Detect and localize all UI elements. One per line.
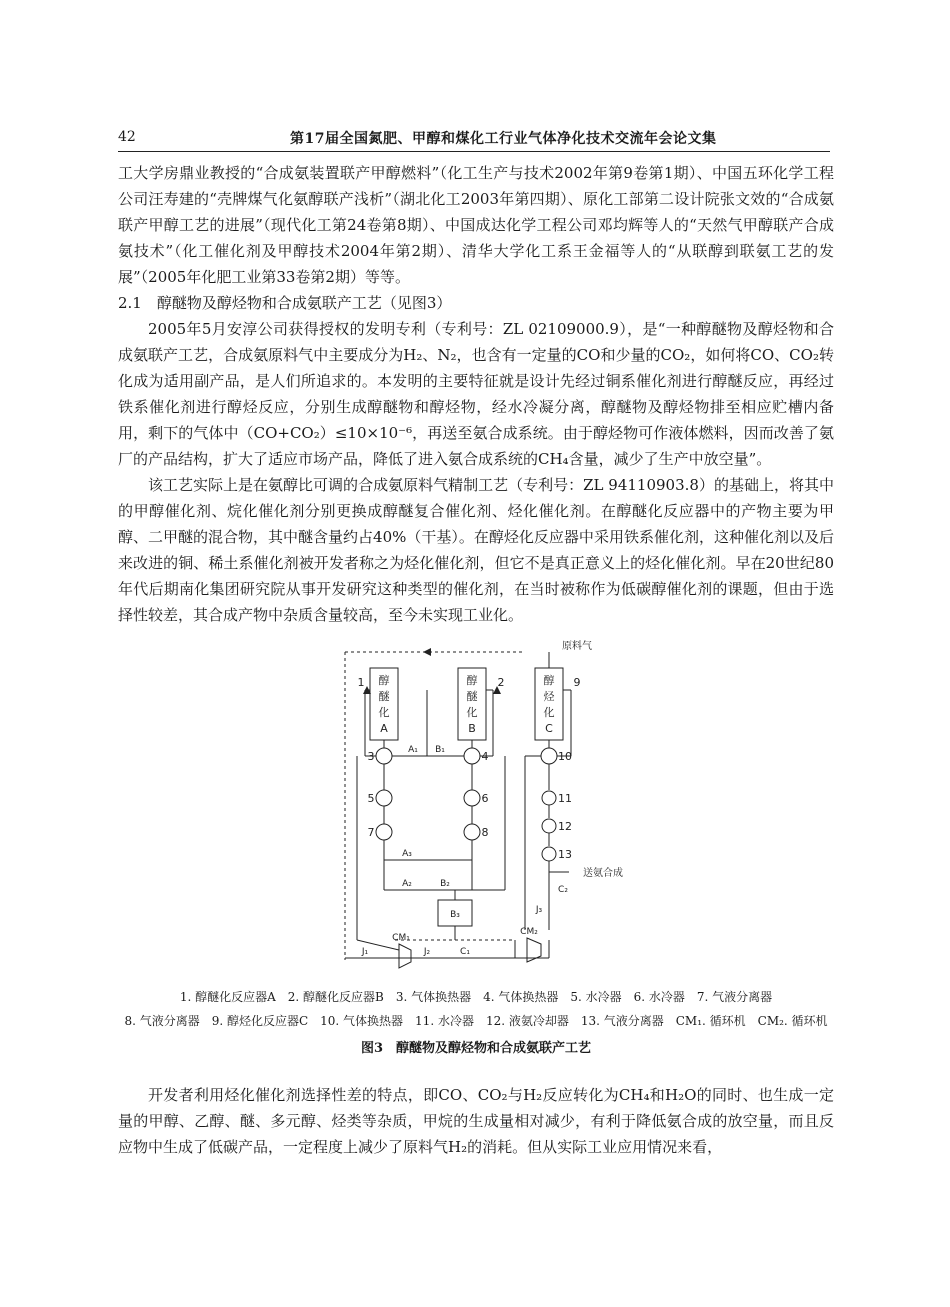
reactor-b-label-2: 醚 [466, 690, 478, 703]
valve-b1: B₁ [435, 745, 445, 755]
heat-exchanger-4 [464, 748, 480, 764]
valve-j3: J₃ [535, 905, 543, 915]
running-title: 第17届全国氮肥、甲醇和煤化工行业气体净化技术交流年会论文集 [290, 131, 717, 147]
label-cm1: CM₁ [392, 933, 410, 943]
figure-legend [118, 985, 834, 1033]
reactor-c-label-2: 烃 [543, 690, 555, 703]
reactor-a-label-2: 醚 [378, 690, 390, 703]
paragraph-3: 开发者利用烃化催化剂选择性差的特点，即CO、CO₂与H₂反应转化为CH₄和H₂O的同时、也生成一定量的甲醇、乙醇、醚、多元醇、烃类等杂质，甲烷的生成量相对减少，有利于降低氨合成的放空量，而且反应物中生成了低碳产品，一定程度上减少了原料气H₂的消耗。但从实际工业应用情况来看， [118, 1086, 834, 1156]
heat-exchanger-3 [376, 748, 392, 764]
label-2: 2 [497, 676, 505, 689]
label-6: 6 [481, 792, 489, 805]
circulator-cm1 [399, 944, 411, 968]
arrow-icon [423, 648, 431, 656]
water-cooler-11 [542, 791, 556, 805]
valve-j2: J₂ [423, 947, 431, 957]
reactor-b-label-3: 化 [466, 706, 478, 719]
label-cm2: CM₂ [520, 927, 538, 937]
label-1: 1 [357, 676, 365, 689]
reactor-b-label: 醇 [466, 674, 478, 687]
label-10: 10 [558, 750, 572, 763]
header-rule [118, 151, 830, 152]
label-13: 13 [558, 848, 572, 861]
page-number: 42 [118, 129, 136, 145]
water-cooler-5 [376, 790, 392, 806]
water-cooler-6 [464, 790, 480, 806]
separator-8 [464, 824, 480, 840]
reactor-c-label-3: 化 [543, 706, 555, 719]
reactor-c-label-4: C [545, 722, 553, 735]
reactor-a-label: 醇 [378, 674, 390, 687]
reactor-c-label: 醇 [543, 674, 555, 687]
legend-line-1: 1. 醇醚化反应器A 2. 醇醚化反应器B 3. 气体换热器 4. 气体换热器 5. 水冷器 6. 水冷器 7. 气液分离器 [179, 990, 773, 1004]
separator-7 [376, 824, 392, 840]
section-heading: 2.1 醇醚物及醇烃物和合成氨联产工艺（见图3） [118, 294, 452, 312]
reactor-b-label-4: B [468, 722, 476, 735]
label-11: 11 [558, 792, 572, 805]
label-4: 4 [481, 750, 489, 763]
intro-paragraph: 工大学房鼎业教授的“合成氨装置联产甲醇燃料”（化工生产与技术2002年第9卷第1期）、中国五环化学工程公司汪寿建的“壳牌煤气化氨醇联产浅析”（湖北化工2003年第四期）、原化工部第二设计院张文效的“合成氨联产甲醇工艺的进展”（现代化工第24卷第8期）、中国成达化学工程公司邓均辉等人的“天然气甲醇联产合成氨技术”（化工催化剂及甲醇技术2004年第2期）、清华大学化工系王金福等人的“从联醇到联氨工艺的发展”（2005年化肥工业第33卷第2期）等等。 [118, 164, 834, 286]
label-3: 3 [367, 750, 375, 763]
valve-a2: A₂ [402, 879, 412, 889]
heat-exchanger-10 [541, 748, 557, 764]
valve-b3: B₃ [450, 910, 460, 920]
legend-line-2: 8. 气液分离器 9. 醇烃化反应器C 10. 气体换热器 11. 水冷器 12. 液氨冷却器 13. 气液分离器 CM₁. 循环机 CM₂. 循环机 [124, 1014, 828, 1028]
to-synthesis-label: 送氨合成 [583, 868, 623, 879]
process-flow-diagram [335, 640, 645, 970]
figure-caption: 图3 醇醚物及醇烃物和合成氨联产工艺 [360, 1041, 592, 1056]
valve-c1: C₁ [460, 947, 470, 957]
label-8: 8 [481, 826, 489, 839]
body-text-top [118, 160, 834, 628]
valve-a3: A₃ [402, 849, 412, 859]
body-text-bottom [118, 1082, 834, 1160]
reactor-a-label-3: 化 [378, 706, 390, 719]
label-5: 5 [367, 792, 375, 805]
valve-j1: J₁ [361, 947, 369, 957]
paragraph-2: 该工艺实际上是在氨醇比可调的合成氨原料气精制工艺（专利号：ZL 94110903.8）的基础上，将其中的甲醇催化剂、烷化催化剂分别更换成醇醚复合催化剂、烃化催化剂。在醇醚化反应器中的产物主要为甲醇、二甲醚的混合物，其中醚含量约占40%（干基）。在醇烃化反应器中采用铁系催化剂，这种催化剂以及后来改进的铜、稀土系催化剂被开发者称之为烃化催化剂，但它不是真正意义上的烃化催化剂。早在20世纪80年代后期南化集团研究院从事开发研究这种类型的催化剂，在当时被称作为低碳醇催化剂的课题，但由于选择性较差，其合成产物中杂质含量较高，至今未实现工业化。 [118, 476, 834, 624]
valve-b2: B₂ [440, 879, 450, 889]
valve-c2: C₂ [558, 885, 568, 895]
valve-a1: A₁ [408, 745, 418, 755]
label-7: 7 [367, 826, 375, 839]
label-9: 9 [573, 676, 581, 689]
feed-gas-label: 原料气 [562, 641, 592, 652]
process-flow-svg [335, 640, 645, 970]
ammonia-cooler-12 [542, 819, 556, 833]
paragraph-1: 2005年5月安淳公司获得授权的发明专利（专利号：ZL 02109000.9），是“一种醇醚物及醇烃物和合成氨联产工艺，合成氨原料气中主要成分为H₂、N₂，也含有一定量的CO和少量的CO₂，如何将CO、CO₂转化成为适用副产品，是人们所追求的。本发明的主要特征就是设计先经过铜系催化剂进行醇醚反应，再经过铁系催化剂进行醇烃反应，分别生成醇醚物和醇烃物，经水冷凝分离，醇醚物及醇烃物排至相应贮槽内备用，剩下的气体中（CO+CO₂）≤10×10⁻⁶，再送至氨合成系统。由于醇烃物可作液体燃料，因而改善了氨厂的产品结构，扩大了适应市场产品，降低了进入氨合成系统的CH₄含量，减少了生产中放空量”。 [118, 320, 834, 468]
label-12: 12 [558, 820, 572, 833]
reactor-a-label-4: A [380, 722, 388, 735]
separator-13 [542, 847, 556, 861]
